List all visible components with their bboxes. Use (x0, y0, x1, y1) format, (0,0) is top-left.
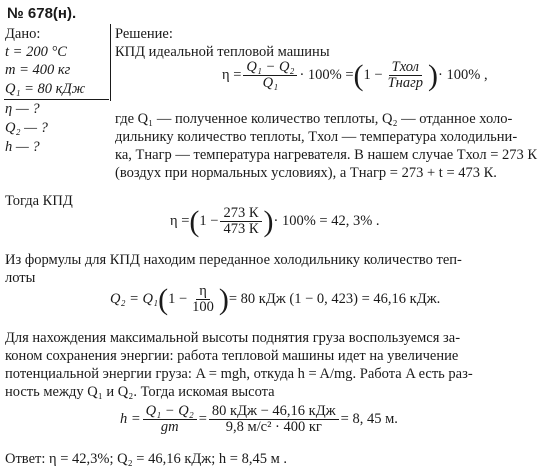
paragraph-line: Тогда КПД (5, 193, 73, 209)
left-paren: ( (353, 58, 364, 92)
given-item: t = 200 °С (5, 44, 67, 60)
find-item: Q₂ — ? (5, 120, 48, 136)
paragraph-line: Для нахождения максимальной высоты поднятия груза воспользуемся за- (5, 330, 461, 346)
formula-text: · 100% , (438, 67, 488, 83)
solution-line: КПД идеальной тепловой машины (115, 44, 330, 60)
formula-text: 1 − (168, 291, 188, 307)
fraction (189, 284, 217, 315)
given-divider (4, 99, 109, 100)
formula-text: = 8, 45 м. (340, 411, 398, 427)
left-paren: ( (189, 204, 200, 238)
right-paren: ) (218, 282, 229, 316)
formula-text: · 100% = (299, 67, 354, 83)
left-paren: ( (158, 282, 169, 316)
fraction-numerator: 80 кДж − 46,16 кДж (209, 404, 339, 420)
fraction (243, 60, 297, 91)
paragraph-line: Из формулы для КПД находим переданное холодильнику количество теп- (5, 252, 462, 268)
paragraph-line: коном сохранения энергии: работа тепловой машины идет на увеличение (5, 348, 459, 364)
fraction-denominator: gm (160, 419, 179, 435)
formula-text: = (198, 411, 207, 427)
formula-text: = 80 кДж (1 − 0, 423) = 46,16 кДж. (228, 291, 441, 307)
fraction (385, 60, 426, 91)
fraction-denominator: Q₁ (262, 75, 279, 91)
paragraph-line: лоты (5, 270, 36, 286)
fraction-numerator: Tхол (389, 60, 422, 76)
paragraph-line: ность между Q₁ и Q₂. Тогда искомая высота (5, 384, 275, 400)
paragraph-line: где Q₁ — полученное количество теплоты, Q₂ — отданное холо- (115, 111, 513, 127)
fraction (143, 404, 197, 435)
formula-lhs: Q₂ = Q₁ (110, 291, 159, 307)
formula-lhs: η = (222, 67, 242, 83)
fraction-numerator: 273 К (220, 206, 261, 222)
right-paren: ) (263, 204, 274, 238)
find-item: h — ? (5, 139, 40, 155)
given-item: Q₁ = 80 кДж (5, 81, 86, 97)
fraction (220, 206, 261, 237)
paragraph-line: потенциальной энергии груза: A = mgh, откуда h = A/mg. Работа A есть раз- (5, 366, 473, 382)
problem-number: № 678(н). (7, 5, 77, 22)
fraction-numerator: Q₁ − Q₂ (143, 404, 197, 420)
fraction-numerator: η (196, 284, 210, 300)
given-title: Дано: (5, 26, 41, 42)
fraction-numerator: Q₁ − Q₂ (243, 60, 297, 76)
paragraph-line: ка, Tнагр — температура нагревателя. В нашем случае Tхол = 273 К (115, 147, 538, 163)
paragraph-line: дильнику количество теплоты, Tхол — температура холодильни- (115, 129, 518, 145)
fraction-denominator: 473 К (223, 221, 259, 237)
right-paren: ) (428, 58, 439, 92)
fraction-denominator: 100 (192, 299, 214, 315)
fraction-denominator: 9,8 м/с² · 400 кг (225, 419, 322, 435)
answer-line: Ответ: η = 42,3%; Q₂ = 46,16 кДж; h = 8,45 м . (5, 451, 288, 467)
formula-height (120, 404, 398, 435)
formula-text: 1 − (363, 67, 383, 83)
formula-efficiency (222, 60, 488, 91)
fraction (209, 404, 339, 435)
given-vertical-divider (110, 24, 111, 101)
solution-title: Решение: (115, 26, 173, 42)
formula-heat-cold (110, 284, 440, 315)
formula-text: · 100% = 42, 3% . (273, 213, 380, 229)
formula-lhs: h = (120, 411, 141, 427)
given-item: m = 400 кг (5, 62, 71, 78)
paragraph-line: (воздух при нормальных условиях), а Tнагр = 273 + t = 473 К. (115, 165, 497, 181)
formula-text: 1 − (199, 213, 219, 229)
find-item: η — ? (5, 101, 40, 117)
formula-efficiency-value (170, 206, 380, 237)
fraction-denominator: Tнагр (387, 75, 424, 91)
formula-lhs: η = (170, 213, 190, 229)
